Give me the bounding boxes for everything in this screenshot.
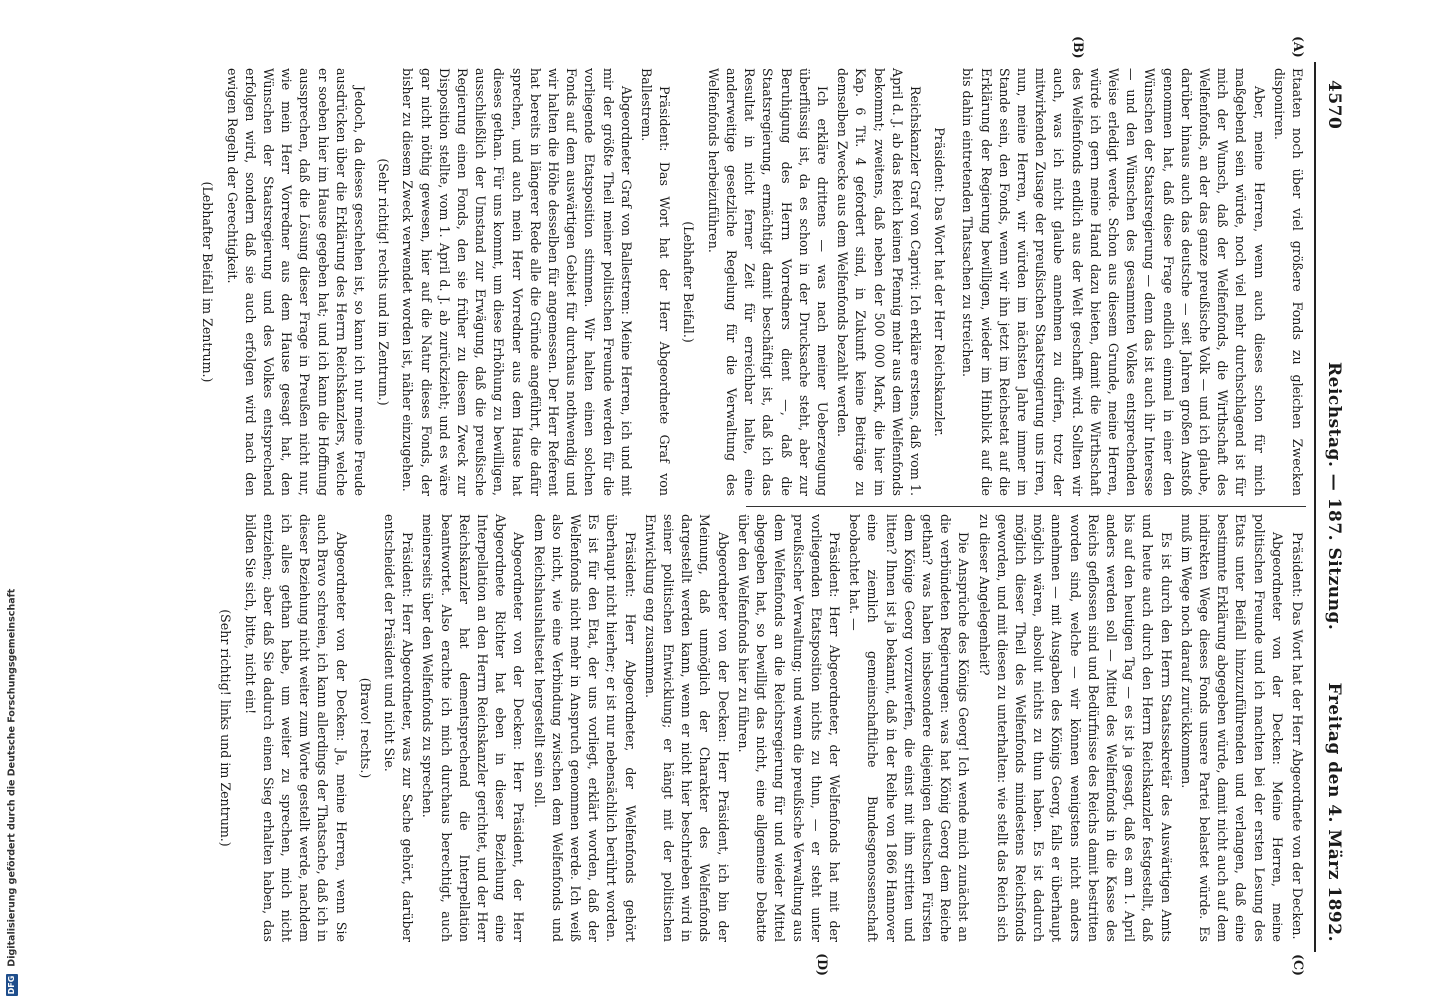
paragraph: Abgeordneter von der Decken: Ja, meine Herren, wenn Sie auch Bravo schreien, ich kann allerdings der Thatsache, daß ich in dieser Beziehung nicht weiter zum Worte gestellt werde, nachdem ich alles gethan habe, um weiter zu sprechen, mich nicht entziehen; aber daß Sie dadurch einen Sieg erhalten haben, das bilden Sie sich, bitte, nicht ein! (242, 514, 349, 942)
speaker-announcement: Präsident: Das Wort hat der Herr Reichskanzler. (932, 127, 948, 437)
interjection: (Lebhafter Beifall.) (681, 221, 697, 343)
paragraph: Präsident: Herr Abgeordneter, was zur Sache gehört, darüber entscheidet der Präsident und nicht Sie. (382, 514, 416, 942)
paragraph: Abgeordneter von der Decken: Herr Präsident, ich bin der Meinung, daß unmöglich der Charakter des Welfenfonds dargestellt werden kann, wenn er nicht hier beschrieben wird in seiner politischen Entwicklung; er hängt mit der politischen Entwicklung eng zusammen. (642, 514, 731, 942)
margin-marker-d: (D) (815, 953, 830, 976)
rotated-document (90, 36, 1350, 976)
paragraph: Jedoch, da dieses geschehen ist, so kann ich nur meine Freude ausdrücken über die Erklärung des Herrn Reichskanzlers, welche er soeben hier im Hause gegeben hat; und ich kann die Hoffnung aussprechen, daß die Lösung dieser Frage in Preußen nicht nur, wie mein Herr Vorredner aus dem Hause gesagt hat, den Wünschen der Staatsregierung und des Volkes entsprechend erfolgen wird, sondern daß sie auch erfolgen wird nach den ewigen Regeln der Gerechtigkeit. (224, 68, 368, 496)
paragraph: Die Ansprüche des Königs Georg! Ich wende mich zunächst an die verbündeten Regierungen: was hat König Georg dem Reiche gethan? was haben insbesondere diejenigen deutschen Fürsten dem Könige Georg vorzuwerfen, die einst mit ihm stritten und litten? Ihnen ist ja bekannt, daß in der Reihe von 1866 Hannover eine ziemlich gemeinschaftliche Bundesgenossenschaft beobachtet hat. — (847, 514, 972, 942)
right-column (210, 514, 1306, 942)
interjection: (Lebhafter Beifall im Zentrum.) (200, 181, 216, 383)
interjection: (Bravo! rechts.) (357, 677, 373, 779)
digitization-credit (6, 16, 26, 996)
paragraph: Präsident: Herr Abgeordneter, der Welfenfonds hat mit der vorliegenden Etatsposition nichts zu thun, — er steht unter preußischer Verwaltung; und wenn die preußische Verwaltung aus dem Welfenfonds an die Reichsregierung für und wieder Mittel abgegeben hat, so bewilligt das nicht, eine allgemeine Debatte über den Welfenfonds hier zu führen. (735, 514, 842, 942)
paragraph: Etaaten noch über viel größere Fonds zu gleichen Zwecken disponiren. (1271, 68, 1305, 496)
paragraph: Aber, meine Herren, wenn auch dieses schon für mich maßgebend sein würde, noch viel mehr durchschlagend ist für mich der Wunsch, daß der Welfenfonds, die Wirthschaft des Welfenfonds, an der das ganze preußische Volk — und ich glaube, darüber hinaus auch das deutsche — seit Jahren großen Anstoß genommen hat, daß diese Frage endlich einmal in einer den Wünschen der Staatsregierung — denn das ist auch ihr Interesse — und den Wünschen des gesammten Volkes entsprechenden Weise erledigt werde. Schon aus diesem Grunde, meine Herren, würde ich gern meine Hand dazu bieten, damit die Wirthschaft des Welfenfonds endlich aus der Welt geschafft wird. Sollten wir auch, was ich nicht glaube annehmen zu dürfen, trotz der mitwirkenden Zusage der preußischen Staatsregierung uns irren, nun, meine Herren, wir würden im nächsten Jahre immer im Stande sein, den Fonds, wenn wir ihn jetzt im Reichsetat auf die Erklärung der Regierung bewilligen, wieder im Hinblick auf die bis dahin eintretenden Thatsachen zu streichen. (960, 68, 1267, 496)
digitization-credit-text: Digitalisierung gefördert durch die Deutsche Forschungsgemeinschaft (6, 588, 18, 967)
dfg-logo: DFG (7, 975, 16, 995)
margin-marker-a: (A) (1291, 36, 1306, 58)
interjection: (Sehr richtig! rechts und im Zentrum.) (376, 158, 392, 406)
left-column (192, 68, 1306, 496)
paragraph: Es ist durch den Herrn Staatssekretär des Auswärtigen Amts und heute auch durch den Herrn Reichskanzler festgestellt, daß bis auf den heutigen Tag — es ist ja gesagt, daß es am 1. April anders werden soll — Mittel des Welfenfonds in die Kasse des Reichs geflossen sind und Bedürfnisse des Reichs damit bestritten worden sind, welche — wir können wenigstens nicht anders annehmen — mit Ausgaben des Königs Georg, falls er überhaupt möglich wären, absolut nichts zu thun haben. Es ist dadurch möglich dieser Theil des Welfenfonds mindestens Reichsfonds geworden, und mit diesen zu unterhalten: wie stellt das Reich sich zu dieser Angelegenheit? (976, 514, 1174, 942)
page-header (1316, 62, 1350, 952)
paragraph: Ich erkläre drittens — was nach meiner Ueberzeugung überflüssig ist, da es schon in der Drucksache steht, aber zur Beruhigung des Herrn Vorredners dient —, daß die Staatsregierung, ermächtigt damit beschäftigt ist, daß ich das Resultat in nicht ferner Zeit für erreichbar halte, eine anderweitige gesetzliche Regelung für die Verwaltung des Welfenfonds herbeizuführen. (705, 68, 830, 496)
margin-marker-b: (B) (1071, 36, 1086, 59)
page-number: 4570 (1324, 80, 1344, 130)
paragraph: Abgeordneter von der Decken: Herr Präsident, der Herr Abgeordnete Richter hat eben in dieser Beziehung eine Interpellation an den Herrn Reichskanzler gerichtet, und der Herr Reichskanzler hat dementsprechend die Interpellation beantwortet. Also erachte ich mich durchaus berechtigt, auch meinerseits über den Welfenfonds zu sprechen. (420, 514, 527, 942)
paragraph: Präsident: Herr Abgeordneter, der Welfenfonds gehört überhaupt nicht hierher; er ist nur nebensächlich berührt worden. Es ist für den Etat, der uns vorliegt, erklärt worden, daß der Welfenfonds nicht mehr in Anspruch genommen werde. Ich weiß also nicht, wie eine Verbindung zwischen dem Welfenfonds und dem Reichshaushaltsetat hergestellt sein soll. (531, 514, 638, 942)
header-rule (1314, 62, 1316, 952)
speaker-announcement: Präsident: Das Wort hat der Herr Abgeordnete Graf von Ballestrem. (639, 68, 673, 496)
column-divider (746, 506, 1306, 507)
paragraph: Abgeordneter Graf von Ballestrem: Meine Herren, ich und mit mir der größte Theil meiner politischen Freunde werden für die vorliegende Etatsposition stimmen. Wir halten einen solchen Fonds auf dem auswärtigen Gebiet für durchaus nothwendig und wir halten die Höhe desselben für angemessen. Der Herr Referent hat bereits in längerer Rede alle die Gründe angeführt, die dafür sprechen, und auch mein Herr Vorredner aus dem Hause hat dieses gethan. Für uns kommt, um diese Erhöhung zu bewilligen, ausschließlich der Umstand zur Erwägung, daß die preußische Regierung einen Fonds, den sie früher zu diesem Zweck zur Disposition stellte, vom 1. April d. J. ab zurückzieht; und es wäre gar nicht nöthig gewesen, hier auf die Natur dieses Fonds, der bisher zu diesem Zweck verwendet worden ist, näher einzugehen. (400, 68, 634, 496)
paragraph: Reichskanzler Graf von Caprivi: Ich erkläre erstens, daß vom 1. April d. J. ab das Reich keinen Pfennig mehr aus dem Welfenfonds bekommt; zweitens, daß neben der 500 000 Mark, die hier im Kap. 6 Tit. 4 gefordert sind, in Zukunft keine Beiträge zu demselben Zwecke aus dem Welfenfonds bezahlt werden. (835, 68, 923, 496)
session-title: Reichstag. — 187. Sitzung. (1324, 362, 1344, 631)
margin-marker-c: (C) (1291, 954, 1306, 976)
session-date: Freitag den 4. März 1892. (1324, 682, 1344, 942)
paragraph: Abgeordneter von der Decken: Meine Herren, meine politischen Freunde und ich machten bei der ersten Lesung des Etats unter Beifall hinzuzuführenden und verlangen, daß eine bestimmte Erklärung abgegeben würde, damit nicht auch auf dem indirekten Wege dieses Fonds unsere Partei belastet würde. Es muß im Wege noch darauf zurückkommen. (1178, 514, 1285, 942)
interjection: (Sehr richtig! links und im Zentrum.) (218, 609, 234, 847)
speaker-announcement: Präsident: Das Wort hat der Herr Abgeordnete von der Decken. (1290, 532, 1305, 940)
